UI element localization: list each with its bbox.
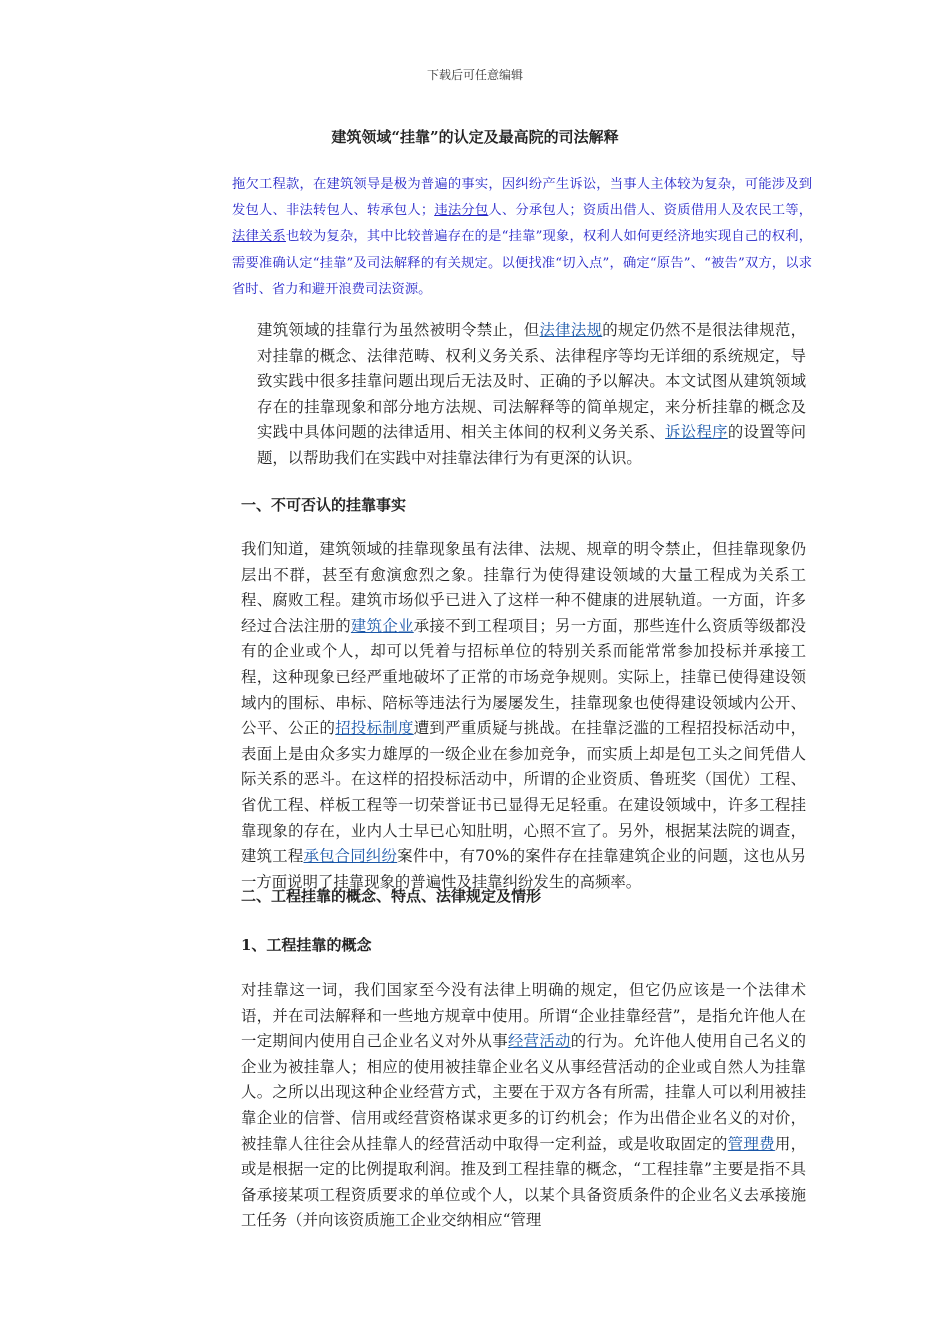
paragraph-1 xyxy=(144,318,806,472)
paragraph-text: 我们知道，建筑领域的挂靠现象虽有法律、法规、规章的明令禁止，但挂靠现象仍层出不群，甚至有愈演愈烈之象。挂靠行为使得建设领域的大量工程成为关系工程、腐败工程。建筑市场似乎已进入了这样一种不健康的进展轨道。一方面，许多经过合法注册的 xyxy=(241,540,806,635)
link-construction-enterprise[interactable]: 建筑企业 xyxy=(350,616,414,635)
link-contract-dispute[interactable]: 承包合同纠纷 xyxy=(303,847,398,866)
paragraph-text: 用，或是根据一定的比例提取利润。推及到工程挂靠的概念，“工程挂靠”主要是指不具备承接某项工程资质要求的单位或个人，以某个具备资质条件的企业名义去承接施工任务（并向该资质施工企业交纳相应“管理 xyxy=(241,1134,806,1230)
link-litigation-procedure[interactable]: 诉讼程序 xyxy=(665,423,728,442)
paragraph-text: 对挂靠这一词，我们国家至今没有法律上明确的规定，但它仍应该是一个法律术语，并在司法解释和一些地方规章中使用。所谓“企业挂靠经营”，是指允许他人在一定期间内使用自己企业名义对外从事 xyxy=(241,981,806,1051)
intro-text: 拖欠工程款，在建筑领导是极为普遍的事实，因纠纷产生诉讼，当事人主体较为复杂，可能涉及到发包人、非法转包人、转承包人； xyxy=(232,177,812,219)
link-business-activity[interactable]: 经营活动 xyxy=(507,1032,571,1051)
link-management-fee[interactable]: 管理费 xyxy=(727,1134,775,1153)
paragraph-text: 承接不到工程项目；另一方面，那些连什么资质等级都没有的企业或个人，却可以凭着与招标单位的特别关系而能常常参加投标并承接工程，这种现象已经严重地破坏了正常的市场竞争规则。实际上，挂靠已使得建设领域内的围标、串标、陪标等违法行为屡屡发生，挂靠现象也使得建设领域内公开、公平、公正的 xyxy=(241,616,806,738)
paragraph-text: 案件中，有70%的案件存在挂靠建筑企业的问题，这也从另一方面说明了挂靠现象的普遍性及挂靠纠纷发生的高频率。 xyxy=(241,847,806,891)
paragraph-text: 的设置等问题，以帮助我们在实践中对挂靠法律行为有更深的认识。 xyxy=(257,423,806,467)
link-illegal-subcontract[interactable]: 违法分包 xyxy=(434,203,489,219)
paragraph-text: 建筑领域的挂靠行为虽然被明令禁止，但 xyxy=(257,321,540,339)
link-bidding-system[interactable]: 招投标制度 xyxy=(335,719,414,738)
intro-text: 也较为复杂，其中比较普遍存在的是“挂靠”现象，权利人如何更经济地实现自己的权利，需要准确认定“挂靠”及司法解释的有关规定。以便找准“切入点”，确定“原告”、“被告”双方，以求省时、省力和避开浪费司法资源。 xyxy=(232,229,812,297)
paragraph-3 xyxy=(144,978,806,1234)
paragraph-2 xyxy=(144,537,806,895)
subsection-heading-1: 1、工程挂靠的概念 xyxy=(241,936,372,954)
intro-text: 人、分承包人；资质出借人、资质借用人及农民工等， xyxy=(488,203,813,219)
section-heading-1: 一、不可否认的挂靠事实 xyxy=(241,496,407,514)
link-laws-regulations[interactable]: 法律法规 xyxy=(539,321,603,339)
section-heading-2: 二、工程挂靠的概念、特点、法律规定及情形 xyxy=(241,887,542,905)
paragraph-text: 的行为。允许他人使用自己名义的企业为被挂靠人；相应的使用被挂靠企业名义从事经营活动的企业或自然人为挂靠人。之所以出现这种企业经营方式，主要在于双方各有所需，挂靠人可以利用被挂靠企业的信誉、信用或经营资格谋求更多的订约机会；作为出借企业名义的对价，被挂靠人往往会从挂靠人的经营活动中取得一定利益，或是收取固定的 xyxy=(241,1032,806,1153)
intro-paragraph xyxy=(144,172,812,303)
paragraph-text: 遭到严重质疑与挑战。在挂靠泛滥的工程招投标活动中，表面上是由众多实力雄厚的一级企业在参加竞争，而实质上却是包工头之间凭借人际关系的恶斗。在这样的招投标活动中，所谓的企业资质、鲁班奖（国优）工程、省优工程、样板工程等一切荣誉证书已显得无足轻重。在建设领域中，许多工程挂靠现象的存在，业内人士早已心知肚明，心照不宣了。另外，根据某法院的调查，建筑工程 xyxy=(241,719,806,866)
header-note: 下载后可任意编辑 xyxy=(426,68,523,82)
link-legal-relationship[interactable]: 法律关系 xyxy=(232,229,286,245)
paragraph-text: 的规定仍然不是很法律规范，对挂靠的概念、法律范畴、权利义务关系、法律程序等均无详细的系统规定，导致实践中很多挂靠问题出现后无法及时、正确的予以解决。本文试图从建筑领域存在的挂靠现象和部分地方法规、司法解释等的简单规定，来分析挂靠的概念及实践中具体问题的法律适用、相关主体间的权利义务关系、 xyxy=(257,321,806,442)
document-title: 建筑领域“挂靠”的认定及最高院的司法解释 xyxy=(331,128,619,146)
